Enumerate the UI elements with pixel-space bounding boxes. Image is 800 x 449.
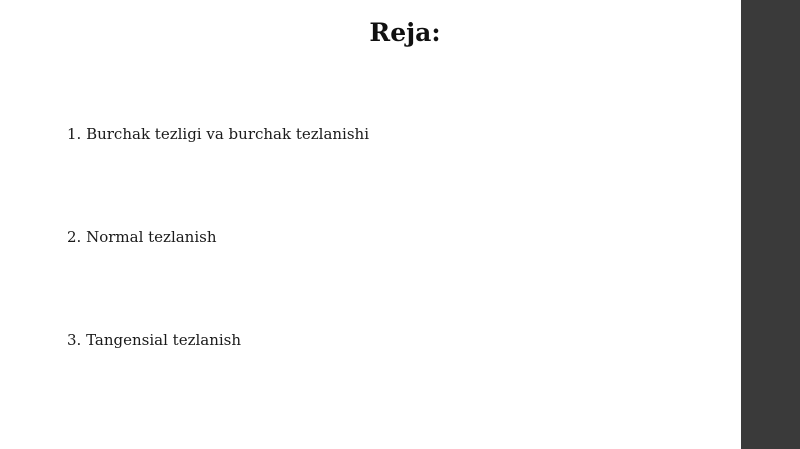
plan-item-3: 3. Tangensial tezlanish: [67, 331, 242, 349]
plan-item-1: 1. Burchak tezligi va burchak tezlanishi: [67, 125, 370, 143]
plan-item-2: 2. Normal tezlanish: [67, 228, 217, 246]
slide-title: Reja:: [369, 18, 441, 47]
side-panel: [741, 0, 800, 449]
